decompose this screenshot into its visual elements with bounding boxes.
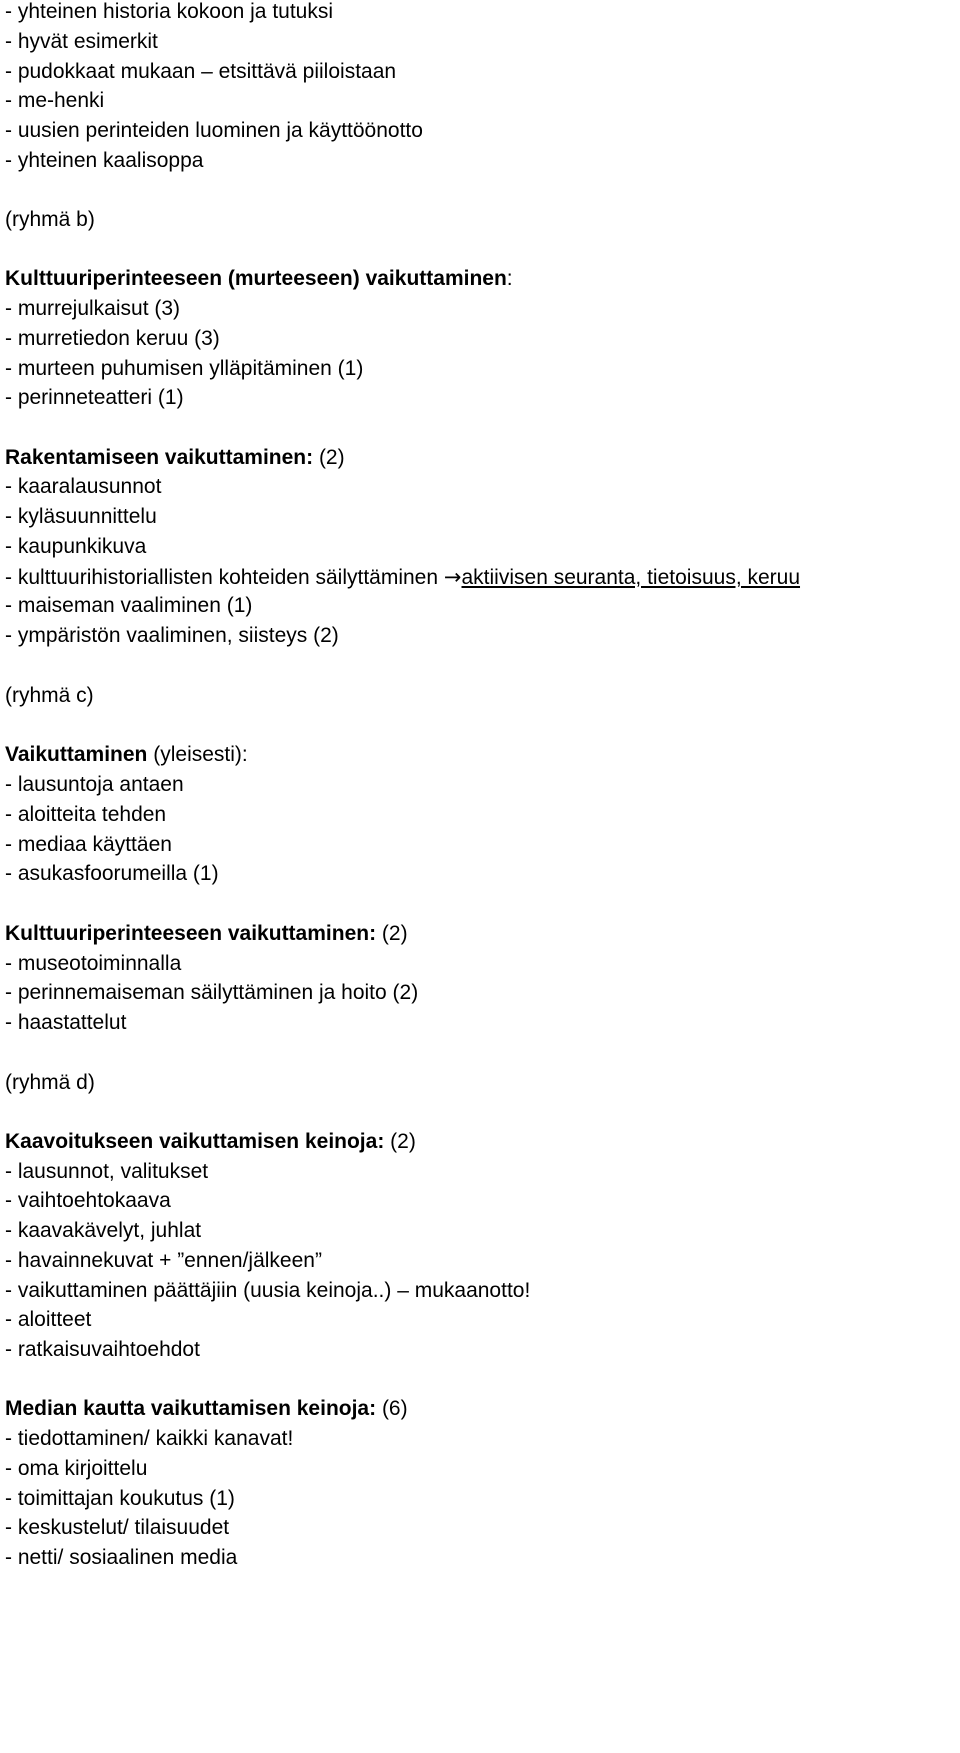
group-c-label: (ryhmä c) — [5, 684, 94, 707]
list-item: - vaihtoehtokaava — [5, 1189, 171, 1212]
group-d-section2-heading — [5, 1397, 408, 1421]
list-item: - havainnekuvat + ”ennen/jälkeen” — [5, 1249, 322, 1272]
heading-text: Vaikuttaminen — [5, 743, 148, 766]
list-item: - tiedottaminen/ kaikki kanavat! — [5, 1427, 294, 1450]
heading-text: Kaavoitukseen vaikuttamisen keinoja: — [5, 1130, 385, 1153]
heading-text: Rakentamiseen vaikuttaminen: — [5, 446, 314, 469]
item-text: - kulttuurihistoriallisten kohteiden säilyttäminen — [5, 566, 444, 589]
list-item: - oma kirjoittelu — [5, 1457, 148, 1480]
right-arrow-icon: → — [443, 565, 462, 589]
group-b-section1-heading — [5, 267, 513, 291]
intro-item-4: - me-henki — [5, 89, 105, 112]
list-item: - ratkaisuvaihtoehdot — [5, 1338, 200, 1361]
intro-item-6: - yhteinen kaalisoppa — [5, 149, 204, 172]
intro-item-3: - pudokkaat mukaan – etsittävä piiloistaan — [5, 60, 397, 83]
heading-suffix: (6) — [376, 1397, 408, 1420]
heading-suffix: (2) — [376, 922, 408, 945]
list-item: - murteen puhumisen ylläpitäminen (1) — [5, 357, 364, 380]
heading-suffix: (2) — [313, 446, 345, 469]
list-item: - museotoiminnalla — [5, 952, 182, 975]
group-b-label: (ryhmä b) — [5, 208, 95, 231]
list-item: - kaaralausunnot — [5, 475, 162, 498]
list-item: - aloitteita tehden — [5, 803, 167, 826]
group-d-section1-heading — [5, 1130, 416, 1154]
list-item: - murrejulkaisut (3) — [5, 297, 181, 320]
list-item: - perinneteatteri (1) — [5, 386, 184, 409]
list-item: - netti/ sosiaalinen media — [5, 1546, 238, 1569]
heading-suffix: (2) — [384, 1130, 416, 1153]
intro-item-2: - hyvät esimerkit — [5, 30, 158, 53]
intro-item-1: - yhteinen historia kokoon ja tutuksi — [5, 0, 334, 23]
list-item: - lausuntoja antaen — [5, 773, 184, 796]
heading-suffix: : — [506, 267, 513, 290]
heading-text: Kulttuuriperinteeseen vaikuttaminen: — [5, 922, 377, 945]
list-item: - kaavakävelyt, juhlat — [5, 1219, 202, 1242]
list-item: - toimittajan koukutus (1) — [5, 1487, 235, 1510]
list-item: - keskustelut/ tilaisuudet — [5, 1516, 230, 1539]
heading-text: Kulttuuriperinteeseen (murteeseen) vaikuttaminen — [5, 267, 507, 290]
group-c-section1-heading — [5, 743, 248, 767]
list-item: - kaupunkikuva — [5, 535, 147, 558]
heading-text: Median kautta vaikuttamisen keinoja: — [5, 1397, 377, 1420]
group-d-label: (ryhmä d) — [5, 1071, 95, 1094]
list-item: - maiseman vaaliminen (1) — [5, 594, 253, 617]
group-b-section2-heading — [5, 446, 345, 470]
heading-suffix: (yleisesti): — [147, 743, 248, 766]
intro-item-5: - uusien perinteiden luominen ja käyttöönotto — [5, 119, 423, 142]
list-item: - murretiedon keruu (3) — [5, 327, 220, 350]
list-item-with-arrow — [5, 565, 800, 590]
underlined-text: aktiivisen seuranta, tietoisuus, keruu — [461, 566, 801, 589]
list-item: - perinnemaiseman säilyttäminen ja hoito (2) — [5, 981, 419, 1004]
group-c-section2-heading — [5, 922, 408, 946]
list-item: - haastattelut — [5, 1011, 127, 1034]
list-item: - asukasfoorumeilla (1) — [5, 862, 219, 885]
list-item: - mediaa käyttäen — [5, 833, 172, 856]
list-item: - aloitteet — [5, 1308, 92, 1331]
list-item: - kyläsuunnittelu — [5, 505, 157, 528]
list-item: - ympäristön vaaliminen, siisteys (2) — [5, 624, 339, 647]
list-item: - vaikuttaminen päättäjiin (uusia keinoja..) – mukaanotto! — [5, 1279, 531, 1302]
list-item: - lausunnot, valitukset — [5, 1160, 209, 1183]
